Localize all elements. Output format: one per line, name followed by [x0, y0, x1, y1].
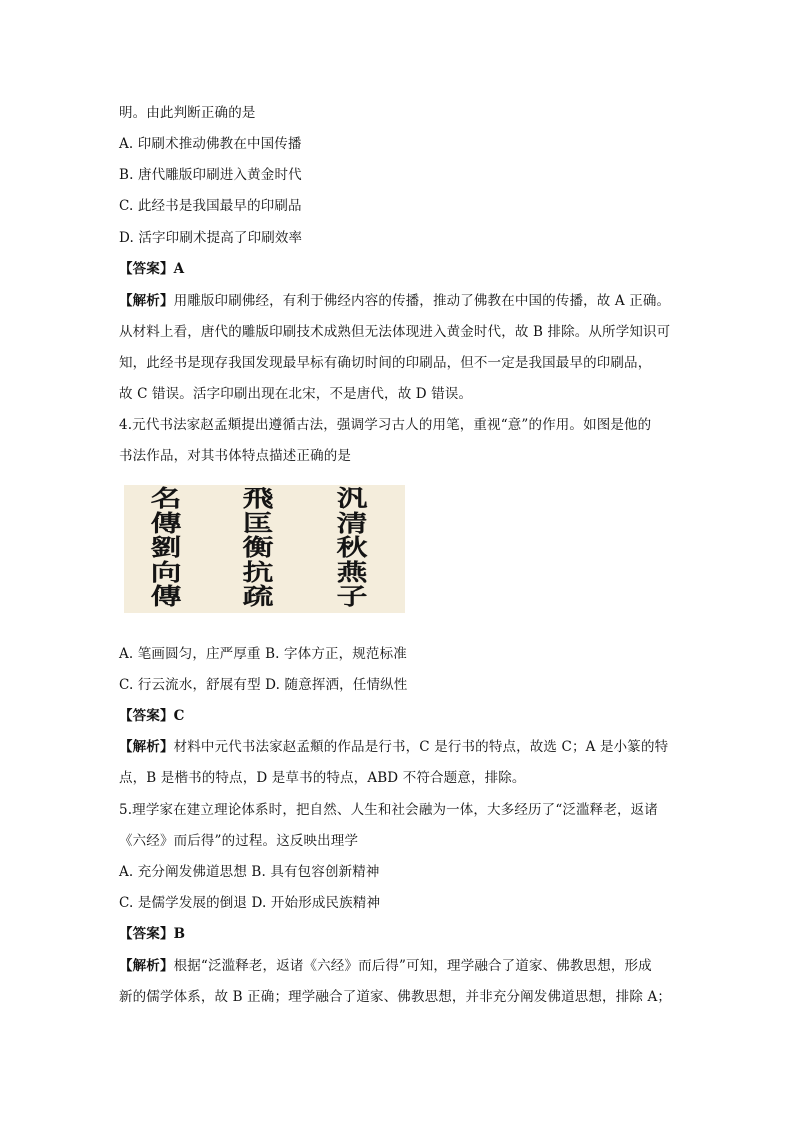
answer-label: 【答案】A	[119, 261, 185, 277]
calligraphy-char: 汎	[336, 485, 368, 512]
calligraphy-char: 傳	[150, 583, 182, 610]
analysis-text: 从材料上看，唐代的雕版印刷技术成熟但无法体现进入黄金时代，故 B 排除。从所学知识可	[119, 324, 671, 340]
option-b: B. 唐代雕版印刷进入黄金时代	[119, 167, 302, 183]
calligraphy-char: 抗	[242, 558, 274, 586]
analysis-text: 用雕版印刷佛经，有利于佛经内容的传播，推动了佛教在中国的传播，故 A 正确。	[173, 293, 671, 309]
calligraphy-char: 燕	[336, 558, 368, 586]
calligraphy-char: 向	[150, 558, 182, 586]
calligraphy-char: 清	[336, 509, 368, 537]
calligraphy-column	[314, 487, 390, 610]
calligraphy-char: 名	[150, 485, 182, 512]
analysis-paragraph	[119, 291, 679, 311]
analysis-text: 根据“泛滥释老，返诸《六经》而后得”可知，理学融合了道家、佛教思想，形成	[173, 958, 652, 974]
analysis-text: 故 C 错误。活字印刷出现在北宋，不是唐代，故 D 错误。	[119, 386, 473, 402]
answer-label: 【答案】B	[119, 926, 186, 942]
question-5-stem: 《六经》而后得”的过程。这反映出理学	[119, 833, 359, 849]
option-c: C. 此经书是我国最早的印刷品	[119, 198, 302, 214]
calligraphy-column	[220, 487, 296, 610]
analysis-text: 新的儒学体系，故 B 正确；理学融合了道家、佛教思想，并非充分阐发佛道思想，排除 A；	[119, 989, 671, 1005]
analysis-label: 【解析】	[119, 958, 174, 974]
question-3-stem-end: 明。由此判断正确的是	[119, 105, 256, 121]
calligraphy-char: 飛	[242, 485, 274, 512]
analysis-label: 【解析】	[119, 293, 174, 309]
calligraphy-char: 匡	[242, 509, 274, 537]
options-row-cd: C. 行云流水，舒展有型 D. 随意挥洒，任情纵性	[119, 677, 408, 693]
calligraphy-char: 傳	[150, 509, 182, 537]
question-4-stem: 书法作品，对其书体特点描述正确的是	[119, 448, 352, 464]
answer-label: 【答案】C	[119, 708, 185, 724]
analysis-text: 材料中元代书法家赵孟頫的作品是行书，C 是行书的特点，故选 C；A 是小篆的特	[173, 739, 669, 755]
calligraphy-char: 子	[336, 583, 368, 610]
analysis-text: 知，此经书是现存我国发现最早标有确切时间的印刷品，但不一定是我国最早的印刷品，	[119, 355, 652, 371]
calligraphy-char: 衡	[242, 534, 274, 561]
analysis-paragraph	[119, 737, 679, 757]
analysis-label: 【解析】	[119, 739, 174, 755]
calligraphy-image	[124, 485, 405, 613]
options-row-ab: A. 笔画圆匀，庄严厚重 B. 字体方正，规范标准	[119, 646, 407, 662]
calligraphy-char: 疏	[242, 583, 274, 610]
question-4-stem: 4.元代书法家赵孟頫提出遵循古法，强调学习古人的用笔，重视“意”的作用。如图是他的	[119, 417, 652, 433]
options-row-ab: A. 充分阐发佛道思想 B. 具有包容创新精神	[119, 864, 380, 880]
calligraphy-char: 秋	[336, 534, 368, 561]
option-a: A. 印刷术推动佛教在中国传播	[119, 136, 302, 152]
calligraphy-char: 劉	[150, 534, 182, 561]
analysis-text: 点，B 是楷书的特点，D 是草书的特点，ABD 不符合题意，排除。	[119, 770, 526, 786]
calligraphy-column	[128, 487, 204, 610]
question-5-stem: 5.理学家在建立理论体系时，把自然、人生和社会融为一体，大多经历了“泛滥释老，返诸	[119, 802, 658, 818]
option-d: D. 活字印刷术提高了印刷效率	[119, 230, 303, 246]
options-row-cd: C. 是儒学发展的倒退 D. 开始形成民族精神	[119, 895, 381, 911]
analysis-paragraph	[119, 956, 679, 976]
